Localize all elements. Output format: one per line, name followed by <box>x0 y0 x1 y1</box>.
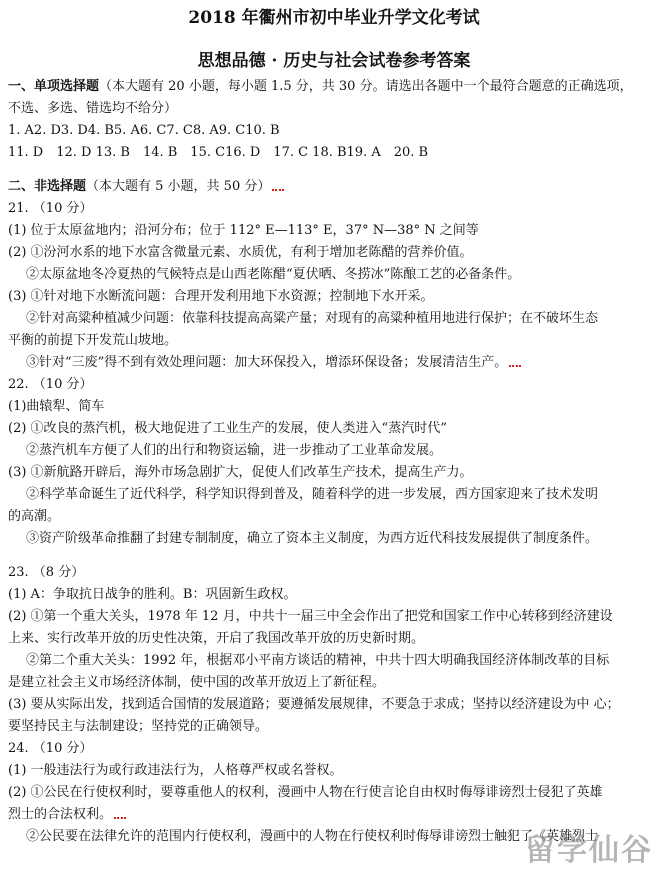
q23-line: 上来、实行改革开放的历史性决策，开启了我国改革开放的历史新时期。 <box>8 631 425 646</box>
answer-key-title: 思想品德 · 历史与社会试卷参考答案 <box>197 51 471 71</box>
q21-line-last: ③针对“三废”得不到有效处理问题：加大环保投入，增添环保设备；发展清洁生产。 <box>8 352 660 374</box>
q21-line: (2) ①汾河水系的地下水富含微量元素、水质优，有利于增加老陈醋的营养价值。 <box>8 245 473 260</box>
q22-line: (2) ①改良的蒸汽机，极大地促进了工业生产的发展，使人类进入“蒸汽时代” <box>8 421 447 436</box>
answers-row-2: 11. D 12. D 13. B 14. B 15. C16. D 17. C 18. B19. A 20. B <box>8 145 429 160</box>
q22-line: (1)曲辕犁、简车 <box>8 399 105 414</box>
q23-line: ②第二个重大关头：1992 年，根据邓小平南方谈话的精神，中共十四大明确我国经济体制改革的目标 <box>26 653 610 668</box>
q21-line: ②针对高粱种植减少问题：依靠科技提高高粱产量；对现有的高粱种植用地进行保护；在不破坏生态 <box>26 311 599 326</box>
answers-row-1: 1. A2. D3. D4. B5. A6. C7. C8. A9. C10. B <box>8 123 280 138</box>
section1-line <box>8 76 660 98</box>
answer-document <box>8 4 660 848</box>
q21-head: 21. （10 分） <box>8 201 93 216</box>
q21-line: (1) 位于太原盆地内；沿河分布；位于 112° E—113° E，37° N—38° N 之间等 <box>8 223 479 238</box>
q22-line: ②蒸汽机车方便了人们的出行和物资运输，进一步推动了工业革命发展。 <box>26 443 443 458</box>
q22-line: ③资产阶级革命推翻了封建专制制度，确立了资本主义制度，为西方近代科技发展提供了制度条件。 <box>26 531 599 546</box>
q22-line: ②科学革命诞生了近代科学，科学知识得到普及，随着科学的进一步发展，西方国家迎来了技术发明 <box>26 487 599 502</box>
q21-line: ②太原盆地冬冷夏热的气候特点是山西老陈醋“夏伏晒、冬捞冰”陈酿工艺的必备条件。 <box>26 267 521 282</box>
q21-line: (3) ①针对地下水断流问题：合理开发利用地下水资源；控制地下水开采。 <box>8 289 434 304</box>
q23-line: (2) ①第一个重大关头，1978 年 12 月，中共十一届三中全会作出了把党和国家工作中心转移到经济建设 <box>8 609 613 624</box>
q22-line: (3) ①新航路开辟后，海外市场急剧扩大，促使人们改革生产技术，提高生产力。 <box>8 465 473 480</box>
q23-head: 23. （8 分） <box>8 565 85 580</box>
q24-line: 烈士的合法权利。 <box>8 804 660 826</box>
q23-line: 要坚持民主与法制建设；坚持党的正确领导。 <box>8 719 269 734</box>
q24-head: 24. （10 分） <box>8 741 93 756</box>
exam-title: 2018 年衢州市初中毕业升学文化考试 <box>188 8 480 28</box>
red-underline-mark <box>114 811 126 819</box>
section2-line <box>8 176 660 198</box>
q23-line: (3) 要从实际出发，找到适合国情的发展道路；要遵循发展规律，不要急于求成；坚持以经济建设为中 心； <box>8 697 620 712</box>
section1-heading: 一、单项选择题 <box>8 79 100 94</box>
q24-line: (2) ①公民在行使权利时，要尊重他人的权利，漫画中人物在行使言论自由权时侮辱诽谤烈士侵犯了英雄 <box>8 785 603 800</box>
site-watermark <box>521 825 661 869</box>
section1-desc: （本大题有 20 小题，每小题 1.5 分，共 30 分。请选出各题中一个最符合题意的正确选项， <box>99 79 633 94</box>
section1-desc2: 不选、多选、错选均不给分） <box>8 101 178 116</box>
section2-heading: 二、非选择题 <box>8 179 87 194</box>
section2-desc: （本大题有 5 小题，共 50 分） <box>86 179 271 194</box>
q21-line: 平衡的前提下开发荒山坡地。 <box>8 333 178 348</box>
q23-line: (1) A：争取抗日战争的胜利。B：巩固新生政权。 <box>8 587 297 602</box>
q23-line: 是建立社会主义市场经济体制，使中国的改革开放迈上了新征程。 <box>8 675 386 690</box>
q24-line: (1) 一般违法行为或行政违法行为，人格尊严权或名誉权。 <box>8 763 343 778</box>
red-underline-mark <box>272 183 284 191</box>
red-underline-mark <box>509 359 521 367</box>
q22-line: 的高潮。 <box>8 509 61 524</box>
q22-head: 22. （10 分） <box>8 377 93 392</box>
watermark-logo-text: 留学仙谷 <box>525 833 653 868</box>
q24-line: ②公民要在法律允许的范围内行使权利，漫画中的人物在行使权利时侮辱诽谤烈士触犯了《英雄烈士 <box>26 829 599 844</box>
